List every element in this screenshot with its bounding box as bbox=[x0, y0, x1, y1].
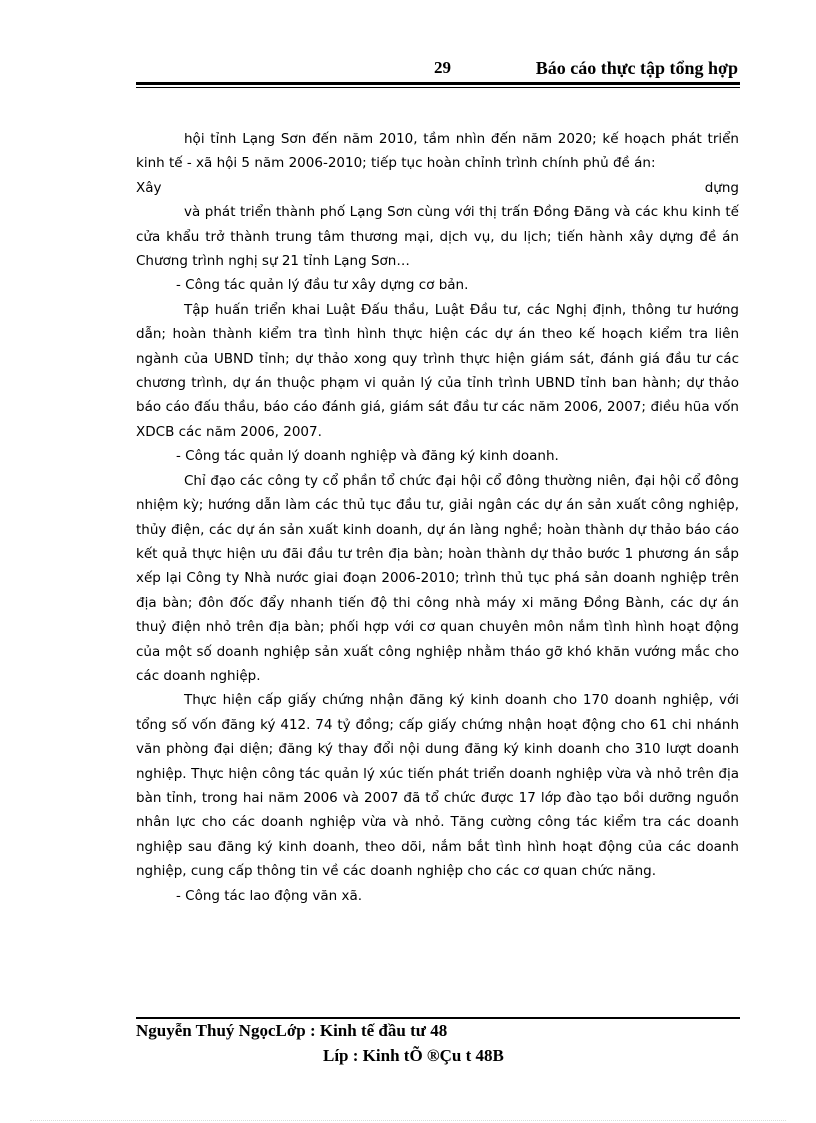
paragraph-1-split-line bbox=[136, 176, 739, 200]
footer-author: Nguyễn Thuý NgọcLớp : Kinh tế đầu tư 48 bbox=[136, 1021, 448, 1040]
paragraph-1: hội tỉnh Lạng Sơn đến năm 2010, tầm nhìn đến năm 2020; kế hoạch phát triển kinh tế - xã hội 5 năm 2006-2010; tiếp tục hoàn chỉnh trình chính phủ đề án: bbox=[136, 131, 739, 172]
bullet-enterprise: - Công tác quản lý doanh nghiệp và đăng ký kinh doanh. bbox=[176, 448, 559, 465]
paragraph-4: Thực hiện cấp giấy chứng nhận đăng ký kinh doanh cho 170 doanh nghiệp, với tổng số vốn đăng ký 412. 74 tỷ đồng; cấp giấy chứng nhận hoạt động cho 61 chi nhánh văn phòng đại diện; đăng ký thay đổi nội dung đăng ký kinh doanh cho 310 lượt doanh nghiệp. Thực hiện công tác quản lý xúc tiến phát triển doanh nghiệp vừa và nhỏ trên địa bàn tỉnh, trong hai năm 2006 và 2007 đã tổ chức được 17 lớp đào tạo bồi dưỡng nguồn nhân lực cho các doanh nghiệp vừa và nhỏ. Tăng cường công tác kiểm tra các doanh nghiệp sau đăng ký kinh doanh, theo dõi, nắm bắt tình hình hoạt động của các doanh nghiệp, cung cấp thông tin về các doanh nghiệp cho các cơ quan chức năng. bbox=[136, 692, 739, 880]
paragraph-2: Tập huấn triển khai Luật Đấu thầu, Luật Đầu tư, các Nghị định, thông tư hướng dẫn; hoàn thành kiểm tra tình hình thực hiện các dự án theo kế hoạch kiểm tra liên ngành của UBND tỉnh; dự thảo xong quy trình thực hiện giám sát, đánh giá đầu tư các chương trình, dự án thuộc phạm vi quản lý của tỉnh trình UBND tỉnh ban hành; dự thảo báo cáo đấu thầu, báo cáo đánh giá, giám sát đầu tư các năm 2006, 2007; điều hũa vốn XDCB các năm 2006, 2007. bbox=[136, 301, 739, 440]
paragraph-1-continued: và phát triển thành phố Lạng Sơn cùng với thị trấn Đồng Đăng và các khu kinh tế cửa khẩu trở thành trung tâm thương mại, dịch vụ, du lịch; tiến hành xây dựng đề án Chương trình nghị sự 21 tỉnh Lạng Sơn… bbox=[136, 204, 739, 270]
header-title: Báo cáo thực tập tổng hợp bbox=[535, 58, 738, 78]
header-rule bbox=[136, 82, 740, 85]
paragraph-3: Chỉ đạo các công ty cổ phần tổ chức đại hội cổ đông thường niên, đại hội cổ đông nhiệm kỳ; hướng dẫn làm các thủ tục đầu tư, giải ngân các dự án sản xuất công nghiệp, thủy điện, các dự án sản xuất kinh doanh, dự án làng nghề; hoàn thành dự thảo báo cáo kết quả thực hiện ưu đãi đầu tư trên địa bàn; hoàn thành dự thảo bước 1 phương án sắp xếp lại Công ty Nhà nước giai đoạn 2006-2010; trình thủ tục phá sản doanh nghiệp trên địa bàn; đôn đốc đẩy nhanh tiến độ thi công nhà máy xi măng Đồng Bành, các dự án thuỷ điện nhỏ trên địa bàn; phối hợp với cơ quan chuyên môn nắm tình hình hoạt động của một số doanh nghiệp sản xuất công nghiệp nhằm tháo gỡ khó khăn vướng mắc cho các doanh nghiệp. bbox=[136, 472, 739, 684]
body-text bbox=[136, 127, 739, 908]
footer-rule bbox=[136, 1017, 740, 1019]
header-rule-thin bbox=[136, 87, 740, 88]
bullet-labour: - Công tác lao động văn xã. bbox=[176, 887, 363, 904]
word-dung: dựng bbox=[704, 179, 739, 196]
bullet-investment: - Công tác quản lý đầu tư xây dựng cơ bản. bbox=[176, 277, 469, 294]
page-number: 29 bbox=[434, 58, 451, 77]
page-edge bbox=[30, 1120, 786, 1121]
footer-class: Líp : Kinh tÕ ®Çu t 48B bbox=[323, 1046, 504, 1065]
word-xay: Xây bbox=[136, 179, 162, 196]
